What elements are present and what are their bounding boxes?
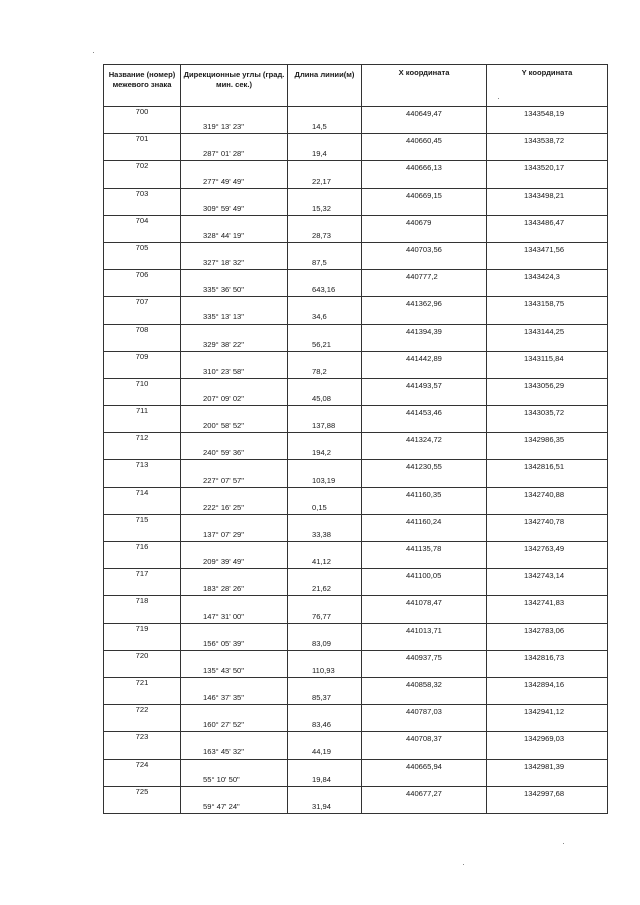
- marker-name: 721: [104, 677, 181, 704]
- x-coordinate: 440679: [406, 217, 432, 227]
- table-row: [104, 705, 608, 732]
- line-length: 137,88: [312, 421, 336, 431]
- marker-name: 717: [104, 569, 181, 596]
- y-coordinate: 1343056,29: [524, 380, 565, 390]
- y-coordinate: 1343548,19: [524, 109, 565, 119]
- direction-angle: 59° 47' 24": [203, 801, 240, 811]
- marker-name: 719: [104, 623, 181, 650]
- direction-angle: 209° 39' 49": [203, 557, 244, 567]
- line-length: 19,84: [312, 774, 332, 784]
- x-coordinate: 441362,96: [406, 299, 442, 309]
- direction-angle: 328° 44' 19": [203, 230, 244, 240]
- scan-speck: [463, 864, 464, 865]
- marker-name: 724: [104, 759, 181, 786]
- header-line-length: Длина линии(м): [288, 65, 362, 107]
- line-length: 21,62: [312, 584, 332, 594]
- table-row: [104, 188, 608, 215]
- y-coordinate: 1343520,17: [524, 163, 565, 173]
- x-coordinate: 441160,24: [406, 516, 442, 526]
- marker-name: 722: [104, 705, 181, 732]
- y-coordinate: 1343498,21: [524, 190, 565, 200]
- y-coordinate: 1343486,47: [524, 217, 565, 227]
- scan-speck: [498, 98, 499, 99]
- marker-name: 700: [104, 107, 181, 134]
- direction-angle: 222° 16' 25": [203, 502, 244, 512]
- line-length: 56,21: [312, 339, 332, 349]
- table-row: [104, 351, 608, 378]
- direction-angle: 135° 43' 50": [203, 665, 244, 675]
- table-row: [104, 677, 608, 704]
- line-length: 22,17: [312, 176, 332, 186]
- line-length: 19,4: [312, 149, 327, 159]
- table-row: [104, 324, 608, 351]
- line-length: 110,93: [312, 665, 335, 675]
- direction-angle: 207° 09' 02": [203, 394, 244, 404]
- direction-angle: 287° 01' 28": [203, 149, 244, 159]
- x-coordinate: 441453,46: [406, 408, 442, 418]
- marker-name: 711: [104, 406, 181, 433]
- marker-name: 703: [104, 188, 181, 215]
- y-coordinate: 1342981,39: [524, 761, 565, 771]
- x-coordinate: 440666,13: [406, 163, 442, 173]
- direction-angle: 329° 38' 22": [203, 339, 244, 349]
- table-row: [104, 786, 608, 813]
- table-row: [104, 242, 608, 269]
- line-length: 78,2: [312, 366, 327, 376]
- header-marker-name: Название (номер) межевого знака: [104, 65, 181, 107]
- table-row: [104, 623, 608, 650]
- scan-speck: [563, 843, 564, 844]
- direction-angle: 147° 31' 00": [203, 611, 244, 621]
- table-row: [104, 569, 608, 596]
- x-coordinate: 441493,57: [406, 380, 442, 390]
- line-length: 15,32: [312, 203, 332, 213]
- x-coordinate: 440708,37: [406, 734, 442, 744]
- x-coordinate: 440669,15: [406, 190, 442, 200]
- marker-name: 723: [104, 732, 181, 759]
- marker-name: 706: [104, 270, 181, 297]
- x-coordinate: 441160,35: [406, 489, 442, 499]
- x-coordinate: 440649,47: [406, 109, 442, 119]
- direction-angle: 137° 07' 29": [203, 529, 244, 539]
- x-coordinate: 440858,32: [406, 679, 442, 689]
- direction-angle: 319° 13' 23": [203, 122, 244, 132]
- coordinates-table: [103, 64, 608, 814]
- y-coordinate: 1343035,72: [524, 408, 565, 418]
- x-coordinate: 441078,47: [406, 598, 442, 608]
- table-row: [104, 161, 608, 188]
- direction-angle: 309° 59' 49": [203, 203, 244, 213]
- line-length: 103,19: [312, 475, 336, 485]
- line-length: 28,73: [312, 230, 332, 240]
- table-row: [104, 460, 608, 487]
- direction-angle: 156° 05' 39": [203, 638, 244, 648]
- marker-name: 702: [104, 161, 181, 188]
- y-coordinate: 1342941,12: [524, 707, 565, 717]
- x-coordinate: 440660,45: [406, 136, 442, 146]
- x-coordinate: 440677,27: [406, 788, 442, 798]
- y-coordinate: 1342969,03: [524, 734, 565, 744]
- table-row: [104, 134, 608, 161]
- table-row: [104, 107, 608, 134]
- table-row: [104, 650, 608, 677]
- marker-name: 716: [104, 542, 181, 569]
- marker-name: 704: [104, 215, 181, 242]
- y-coordinate: 1342743,14: [524, 571, 565, 581]
- direction-angle: 146° 37' 35": [203, 693, 244, 703]
- line-length: 83,09: [312, 638, 332, 648]
- line-length: 33,38: [312, 529, 332, 539]
- marker-name: 718: [104, 596, 181, 623]
- direction-angle: 310° 23' 58": [203, 366, 244, 376]
- marker-name: 705: [104, 242, 181, 269]
- y-coordinate: 1343424,3: [524, 272, 560, 282]
- marker-name: 708: [104, 324, 181, 351]
- direction-angle: 200° 58' 52": [203, 421, 244, 431]
- direction-angle: 160° 27' 52": [203, 720, 244, 730]
- x-coordinate: 441230,55: [406, 462, 442, 472]
- direction-angle: 335° 36' 50": [203, 285, 244, 295]
- x-coordinate: 441442,89: [406, 353, 442, 363]
- line-length: 41,12: [312, 557, 332, 567]
- header-x-coordinate: Х координата: [362, 65, 487, 107]
- direction-angle: 163° 45' 32": [203, 747, 244, 757]
- x-coordinate: 440937,75: [406, 652, 442, 662]
- y-coordinate: 1342740,88: [524, 489, 565, 499]
- line-length: 76,77: [312, 611, 332, 621]
- direction-angle: 277° 49' 49": [203, 176, 244, 186]
- table-row: [104, 759, 608, 786]
- line-length: 0,15: [312, 502, 327, 512]
- direction-angle: 227° 07' 57": [203, 475, 244, 485]
- table-row: [104, 542, 608, 569]
- table-row: [104, 487, 608, 514]
- table-row: [104, 514, 608, 541]
- table-row: [104, 270, 608, 297]
- y-coordinate: 1342763,49: [524, 544, 565, 554]
- direction-angle: 240° 59' 36": [203, 448, 244, 458]
- y-coordinate: 1342741,83: [524, 598, 565, 608]
- direction-angle: 55° 10' 50": [203, 774, 240, 784]
- line-length: 31,94: [312, 801, 332, 811]
- y-coordinate: 1343538,72: [524, 136, 565, 146]
- marker-name: 725: [104, 786, 181, 813]
- table-row: [104, 297, 608, 324]
- y-coordinate: 1343115,84: [524, 353, 564, 363]
- marker-name: 715: [104, 514, 181, 541]
- marker-name: 707: [104, 297, 181, 324]
- marker-name: 701: [104, 134, 181, 161]
- table-row: [104, 732, 608, 759]
- direction-angle: 327° 18' 32": [203, 258, 244, 268]
- x-coordinate: 441135,78: [406, 544, 442, 554]
- header-direction-angle: Дирекционные углы (град. мин. сек.): [181, 65, 288, 107]
- y-coordinate: 1343471,56: [524, 244, 565, 254]
- x-coordinate: 441394,39: [406, 326, 442, 336]
- x-coordinate: 441013,71: [406, 625, 442, 635]
- y-coordinate: 1342986,35: [524, 435, 565, 445]
- marker-name: 712: [104, 433, 181, 460]
- table-body: [104, 107, 608, 814]
- line-length: 194,2: [312, 448, 332, 458]
- line-length: 83,46: [312, 720, 332, 730]
- table-row: [104, 215, 608, 242]
- x-coordinate: 440703,56: [406, 244, 442, 254]
- table-row: [104, 433, 608, 460]
- line-length: 643,16: [312, 285, 336, 295]
- line-length: 44,19: [312, 747, 332, 757]
- y-coordinate: 1342894,16: [524, 679, 565, 689]
- table-row: [104, 378, 608, 405]
- line-length: 34,6: [312, 312, 327, 322]
- scan-speck: [93, 52, 94, 53]
- table-row: [104, 406, 608, 433]
- marker-name: 720: [104, 650, 181, 677]
- y-coordinate: 1342740,78: [524, 516, 565, 526]
- y-coordinate: 1342816,73: [524, 652, 565, 662]
- line-length: 85,37: [312, 693, 332, 703]
- x-coordinate: 441100,05: [406, 571, 442, 581]
- x-coordinate: 440665,94: [406, 761, 442, 771]
- y-coordinate: 1343144,25: [524, 326, 565, 336]
- marker-name: 710: [104, 378, 181, 405]
- line-length: 45,08: [312, 394, 332, 404]
- header-y-coordinate: Y координата: [487, 65, 608, 107]
- x-coordinate: 441324,72: [406, 435, 442, 445]
- marker-name: 713: [104, 460, 181, 487]
- line-length: 87,5: [312, 258, 327, 268]
- direction-angle: 335° 13' 13": [203, 312, 244, 322]
- y-coordinate: 1343158,75: [524, 299, 565, 309]
- table-header-row: [104, 65, 608, 107]
- direction-angle: 183° 28' 26": [203, 584, 244, 594]
- x-coordinate: 440777,2: [406, 272, 438, 282]
- y-coordinate: 1342783,06: [524, 625, 565, 635]
- table-row: [104, 596, 608, 623]
- line-length: 14,5: [312, 122, 327, 132]
- y-coordinate: 1342816,51: [524, 462, 565, 472]
- x-coordinate: 440787,03: [406, 707, 442, 717]
- marker-name: 714: [104, 487, 181, 514]
- y-coordinate: 1342997,68: [524, 788, 565, 798]
- marker-name: 709: [104, 351, 181, 378]
